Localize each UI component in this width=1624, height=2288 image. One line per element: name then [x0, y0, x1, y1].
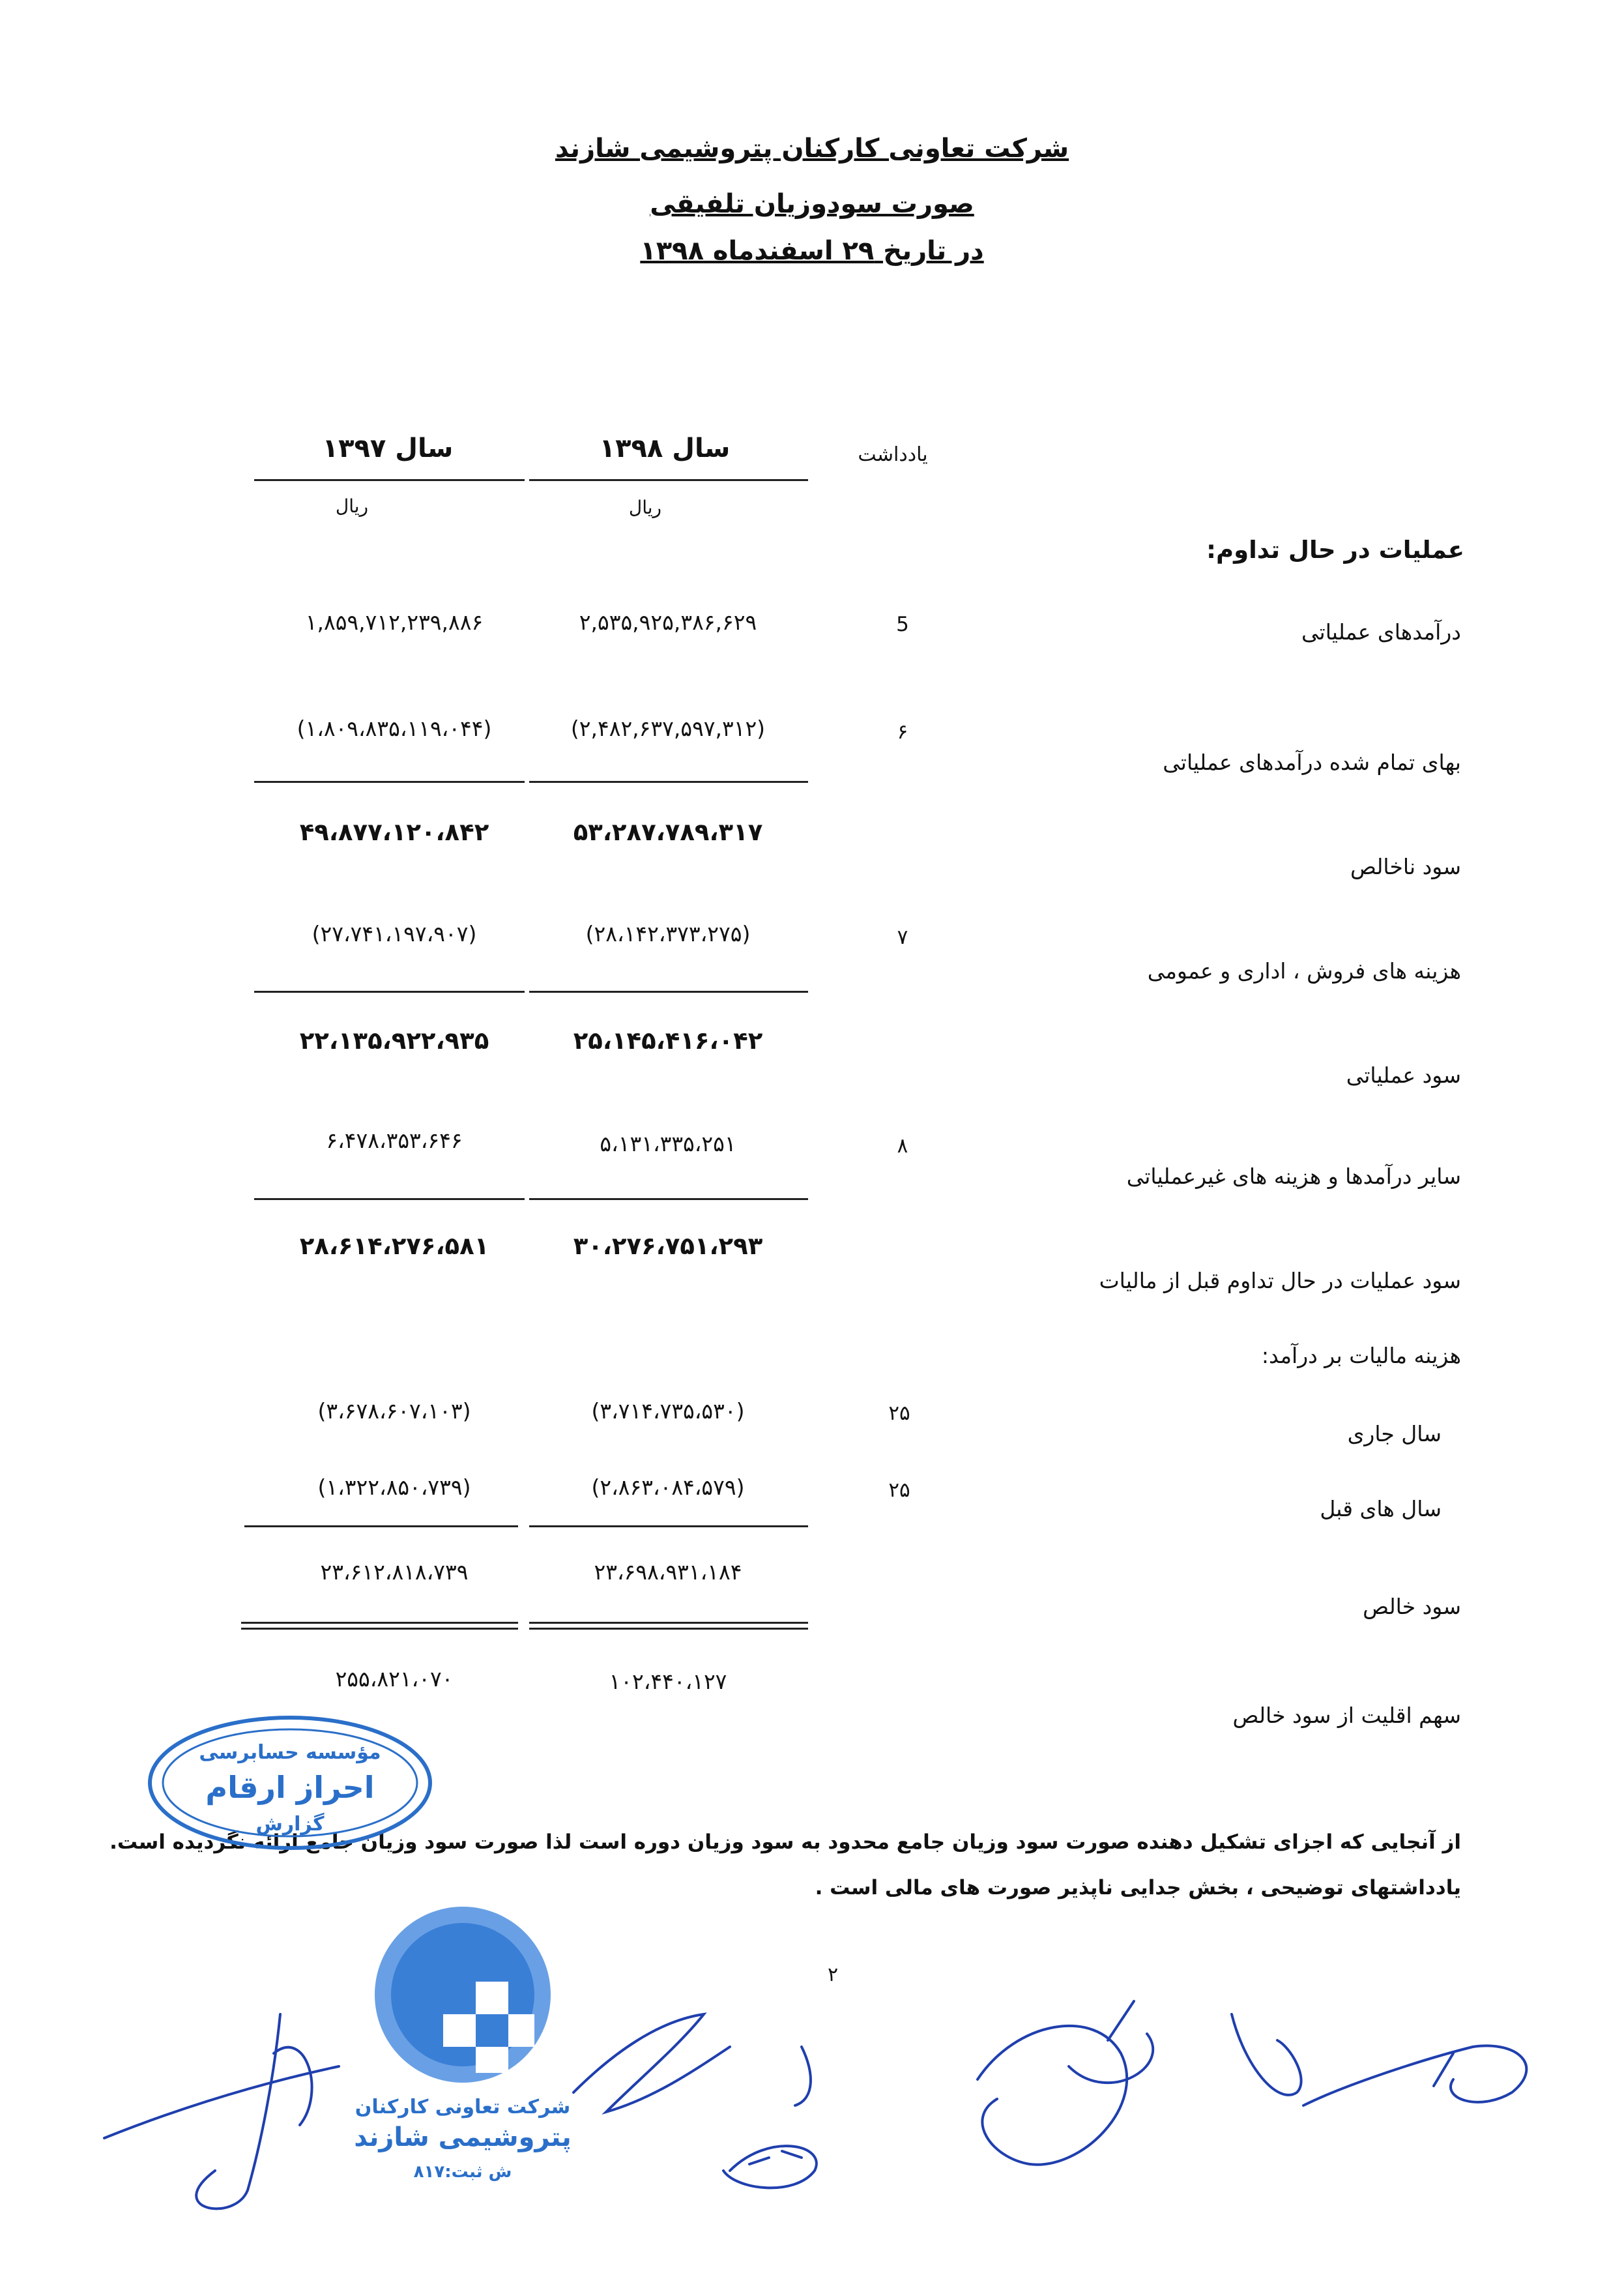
subtotal-line: [244, 1525, 518, 1527]
row-value-1397: ۲۵۵،۸۲۱،۰۷۰: [335, 1666, 454, 1692]
current-year-unit: ریال: [628, 497, 662, 518]
row-value-1397: ۶،۴۷۸،۳۵۳،۶۴۶: [326, 1128, 463, 1153]
row-label-profit-before-tax: سود عملیات در حال تداوم قبل از مالیات: [1099, 1268, 1461, 1293]
row-label-net-profit: سود خالص: [1363, 1594, 1461, 1619]
footnote-comprehensive-income: از آنجایی که اجزای تشکیل دهنده صورت سود وزیان جامع محدود به سود وزیان دوره است لذا صورت سود وزیان جامع ارائه نگردیده است.: [109, 1830, 1461, 1854]
audit-firm-stamp: [140, 1708, 440, 1858]
signature-1: [104, 2014, 339, 2208]
subtotal-line: [529, 1525, 808, 1527]
subtotal-line: [529, 781, 808, 783]
section-title: عملیات در حال تداوم:: [1206, 536, 1464, 564]
row-label-cost-of-revenue: بهای تمام شده درآمدهای عملیاتی: [1163, 750, 1461, 775]
subtotal-line: [254, 781, 525, 783]
page-number: ۲: [828, 1963, 839, 1986]
total-double-line: [241, 1622, 518, 1630]
signatures: [0, 1975, 1624, 2262]
company-stamp-line2: پتروشیمی شازند: [354, 2122, 572, 2152]
audit-stamp-line2: احراز ارقام: [205, 1770, 375, 1805]
signature-3: [723, 2146, 817, 2188]
subtotal-line: [254, 991, 525, 993]
signature-5: [1232, 2014, 1526, 2105]
row-label-income-tax: هزینه مالیات بر درآمد:: [1261, 1343, 1461, 1368]
row-value-1398: ۵،۱۳۱،۳۳۵،۲۵۱: [600, 1131, 736, 1156]
row-note: ۲۵: [888, 1401, 910, 1425]
row-label-operating-profit: سود عملیاتی: [1346, 1063, 1461, 1088]
row-value-1397: (۲۷،۷۴۱،۱۹۷،۹۰۷): [312, 921, 477, 946]
row-value-1397: (۱،۸۰۹،۸۳۵،۱۱۹،۰۴۴): [297, 716, 492, 741]
row-value-1397: ۲۳،۶۱۲،۸۱۸،۷۳۹: [320, 1559, 469, 1585]
row-value-1398: (۳،۷۱۴،۷۳۵،۵۳۰): [591, 1398, 745, 1424]
prior-year-unit: ریال: [335, 495, 369, 517]
note-column-header: یادداشت: [858, 443, 928, 466]
audit-stamp-line1: مؤسسه حسابرسی: [199, 1741, 381, 1764]
subtotal-line: [529, 1198, 808, 1200]
row-label-other-income: سایر درآمدها و هزینه های غیرعملیاتی: [1126, 1164, 1461, 1189]
row-label-minority-share: سهم اقلیت از سود خالص: [1232, 1703, 1461, 1728]
row-note: ۸: [897, 1134, 908, 1158]
subtotal-line: [254, 1198, 525, 1200]
total-double-line: [529, 1622, 808, 1630]
audit-stamp-line3: گزارش: [255, 1813, 325, 1836]
signature-4: [978, 2001, 1153, 2165]
row-value-1397: ۱,۸۵۹,۷۱۲,۲۳۹,۸۸۶: [305, 609, 484, 635]
current-year-underline: [529, 479, 808, 481]
current-year-header: سال ۱۳۹۸: [599, 433, 731, 463]
footnote-explanatory-notes: یادداشتهای توضیحی ، بخش جدایی ناپذیر صورت های مالی است .: [815, 1876, 1461, 1899]
row-value-1398: (۲,۴۸۲,۶۳۷,۵۹۷,۳۱۲): [570, 716, 766, 741]
row-value-1397: ۲۲،۱۳۵،۹۲۲،۹۳۵: [299, 1027, 489, 1055]
row-note: 5: [896, 613, 909, 636]
row-value-1398: (۲،۸۶۳،۰۸۴،۵۷۹): [591, 1474, 745, 1500]
row-note: ۷: [897, 926, 908, 949]
row-value-1397: (۳،۶۷۸،۶۰۷،۱۰۳): [317, 1398, 471, 1424]
row-label-sales-admin-expenses: هزینه های فروش ، اداری و عمومی: [1147, 958, 1461, 984]
row-note: ۶: [897, 720, 908, 744]
row-label-current-year: سال جاری: [1347, 1421, 1442, 1446]
statement-title: صورت سودوزیان تلفیقی: [650, 189, 974, 219]
company-stamp-line1: شرکت تعاونی کارکنان: [355, 2096, 571, 2119]
row-value-1397: ۴۹،۸۷۷،۱۲۰،۸۴۲: [299, 818, 489, 846]
company-stamp-line3: ش ثبت:۸۱۷: [413, 2162, 512, 2182]
row-value-1397: ۲۸،۶۱۴،۲۷۶،۵۸۱: [299, 1232, 489, 1260]
row-value-1398: ۳۰،۲۷۶،۷۵۱،۲۹۳: [573, 1232, 763, 1260]
prior-year-header: سال ۱۳۹۷: [322, 433, 454, 463]
subtotal-line: [529, 991, 808, 993]
row-note: ۲۵: [888, 1478, 910, 1502]
row-label-prior-years: سال های قبل: [1320, 1496, 1442, 1521]
row-value-1398: (۲۸،۱۴۲،۳۷۳،۲۷۵): [585, 921, 751, 946]
row-value-1398: ۲۳،۶۹۸،۹۳۱،۱۸۴: [594, 1559, 742, 1585]
signature-2: [573, 2014, 811, 2112]
row-value-1398: ۲۵،۱۴۵،۴۱۶،۰۴۲: [573, 1027, 763, 1055]
row-value-1398: ۲,۵۳۵,۹۲۵,۳۸۶,۶۲۹: [579, 609, 757, 635]
prior-year-underline: [254, 479, 525, 481]
row-value-1398: ۱۰۲،۴۴۰،۱۲۷: [609, 1669, 727, 1694]
statement-date: در تاریخ ۲۹ اسفندماه ۱۳۹۸: [640, 236, 984, 266]
row-value-1397: (۱،۳۲۲،۸۵۰،۷۳۹): [317, 1474, 471, 1500]
row-label-operating-revenue: درآمدهای عملیاتی: [1301, 619, 1461, 645]
row-label-gross-profit: سود ناخالص: [1350, 854, 1461, 879]
row-value-1398: ۵۳،۲۸۷،۷۸۹،۳۱۷: [573, 818, 763, 846]
company-title: شرکت تعاونی کارکنان پتروشیمی شازند: [555, 134, 1069, 164]
